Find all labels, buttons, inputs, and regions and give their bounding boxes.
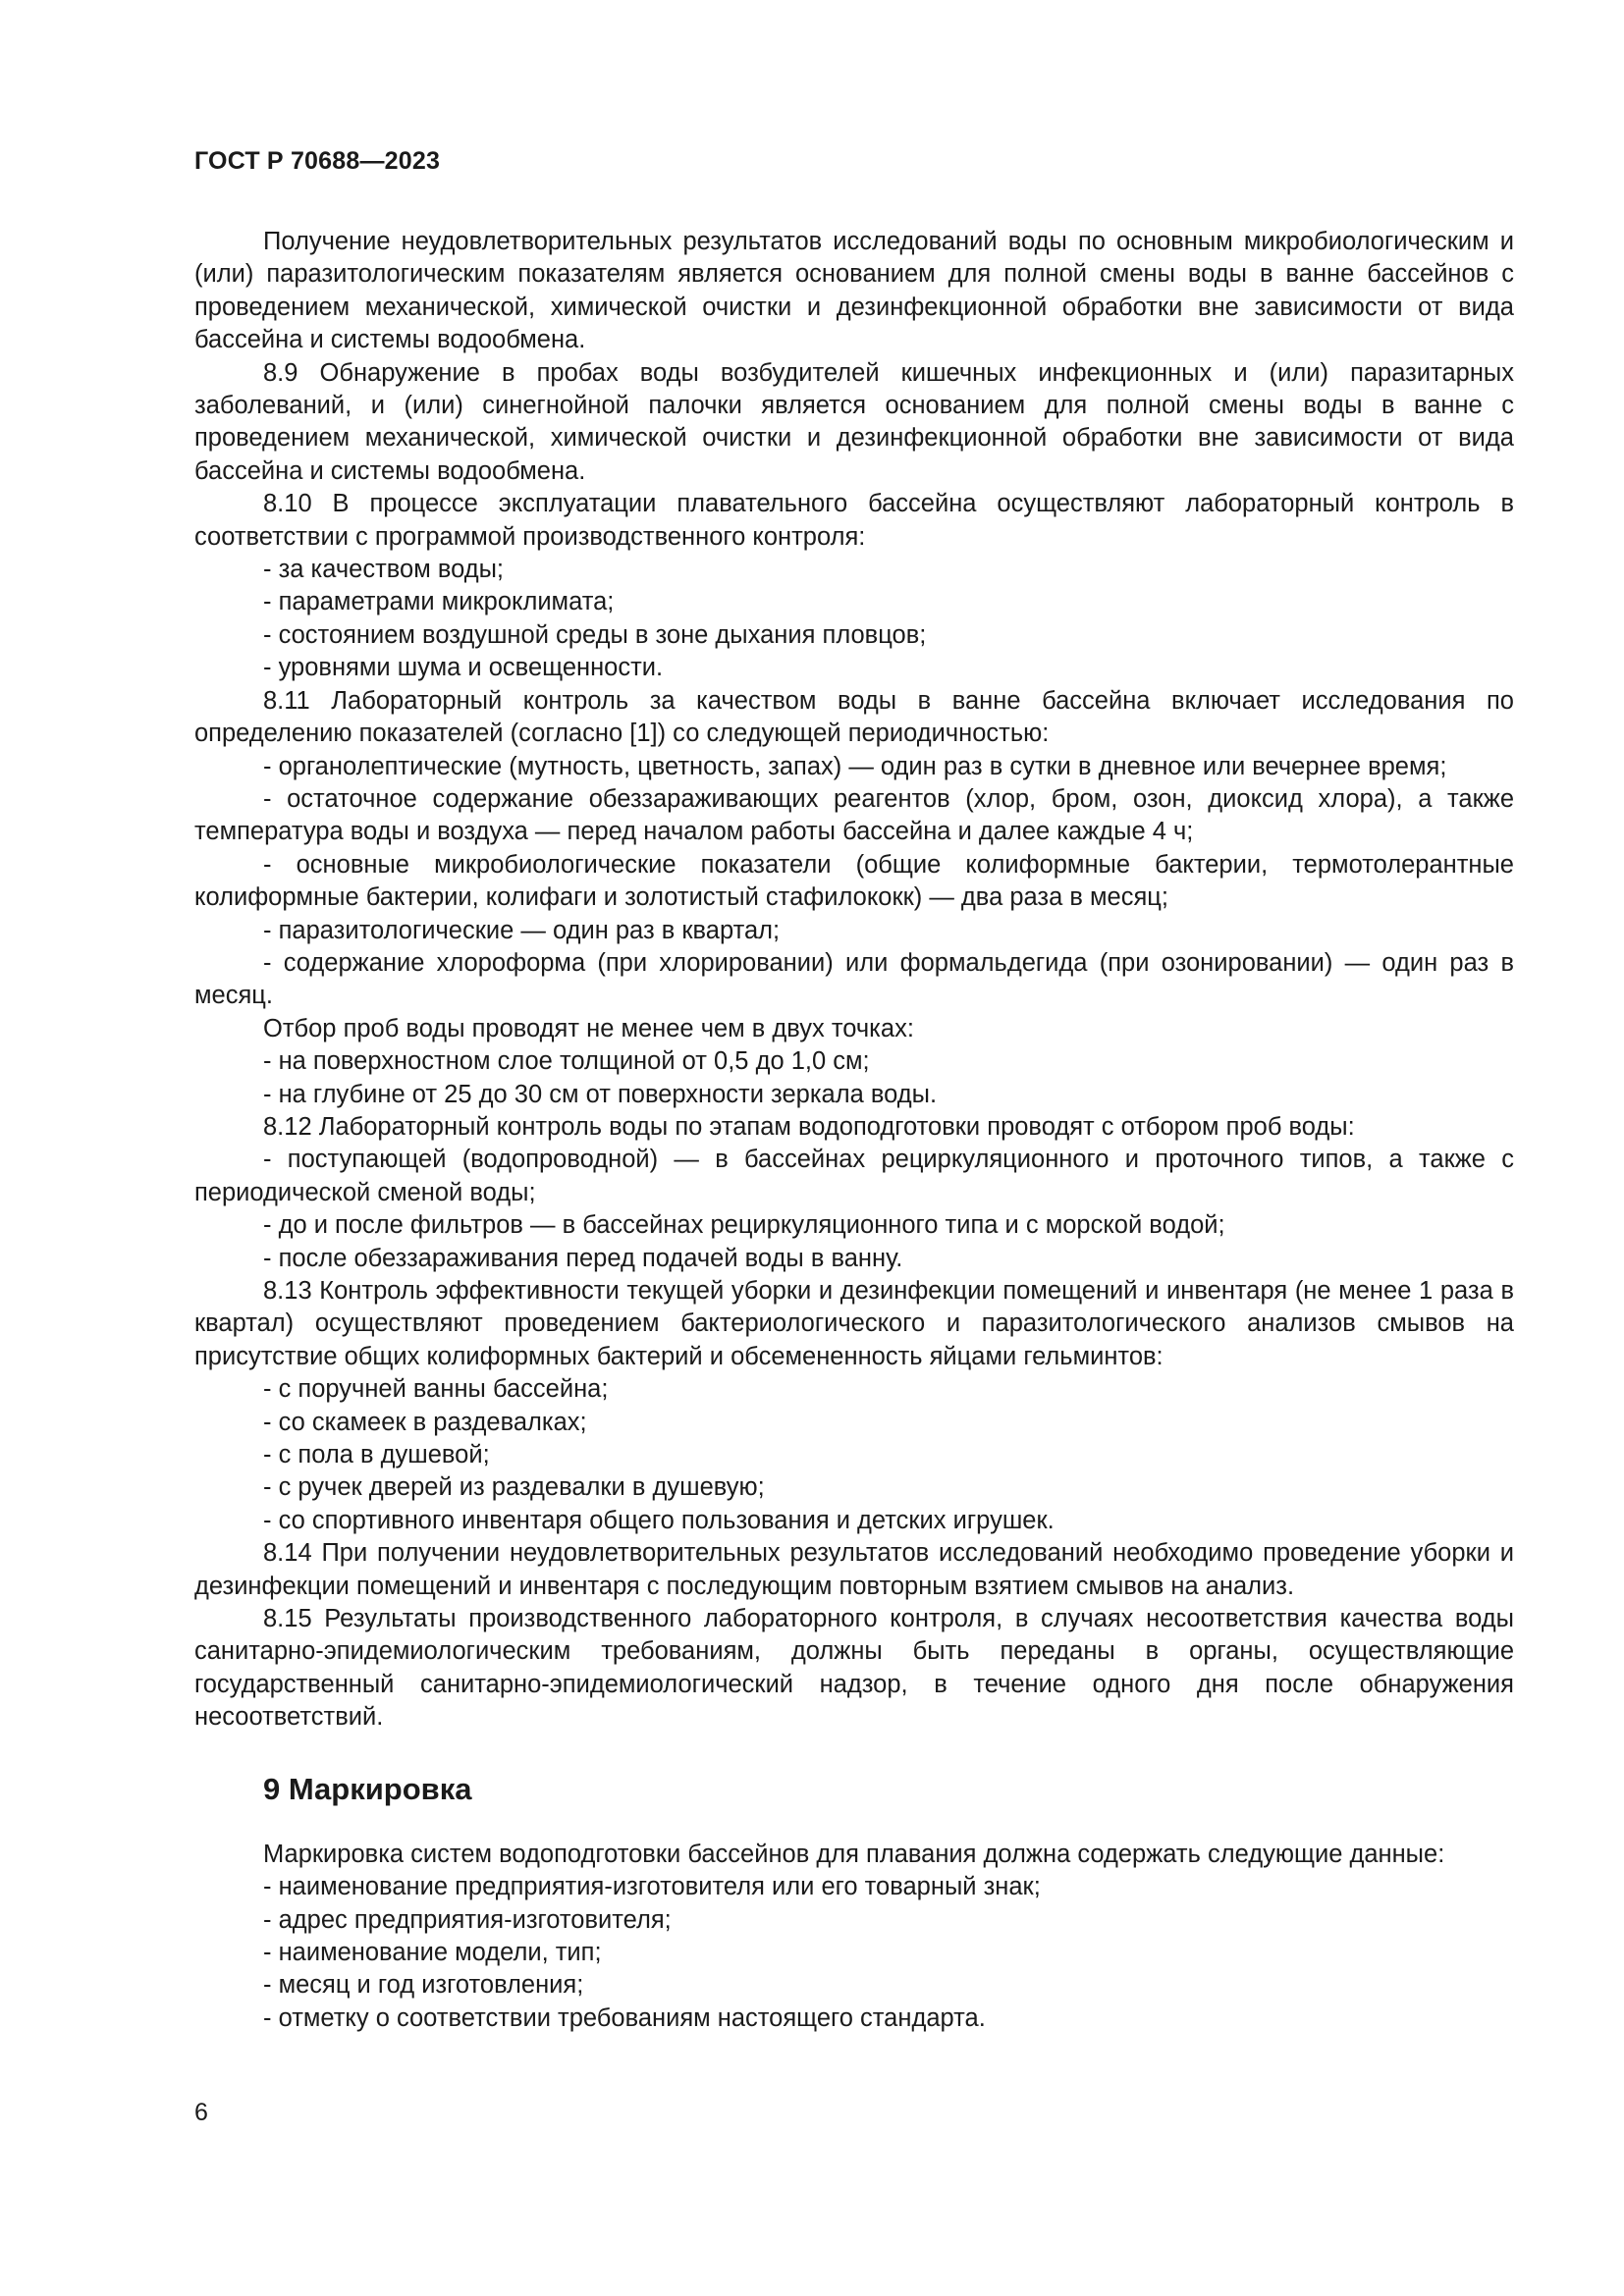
list-item: - органолептические (мутность, цветность, запах) — один раз в сутки в дневное или вечернее время;: [263, 752, 1447, 780]
paragraph: 8.11 Лабораторный контроль за качеством воды в ванне бассейна включает исследования по определению показателей (согласно [1]) со следующей периодичностью:: [194, 686, 1514, 748]
paragraph: Отбор проб воды проводят не менее чем в двух точках:: [263, 1014, 914, 1042]
list-item: - паразитологические — один раз в квартал;: [263, 916, 781, 944]
document-body: [194, 226, 1514, 2035]
list-item: - адрес предприятия-изготовителя;: [263, 1905, 672, 1934]
list-item: - содержание хлороформа (при хлорировании) или формальдегида (при озонировании) — один раз в месяц.: [194, 948, 1514, 1010]
section-8-body: [194, 226, 1514, 1735]
list-item: - с ручек дверей из раздевалки в душевую;: [263, 1473, 765, 1502]
paragraph: Маркировка систем водоподготовки бассейнов для плавания должна содержать следующие данные:: [263, 1840, 1445, 1868]
list-item: - остаточное содержание обеззараживающих реагентов (хлор, бром, озон, диоксид хлора), а также температура воды и воздуха — перед началом работы бассейна и далее каждые 4 ч;: [194, 784, 1514, 846]
list-item: - уровнями шума и освещенности.: [263, 654, 664, 682]
list-item: - с пола в душевой;: [263, 1441, 490, 1469]
list-item: - за качеством воды;: [263, 556, 505, 584]
list-item: - параметрами микроклимата;: [263, 588, 615, 616]
list-item: - наименование предприятия-изготовителя или его товарный знак;: [263, 1873, 1041, 1901]
list-item: - основные микробиологические показатели (общие колиформные бактерии, термотолерантные колиформные бактерии, колифаги и золотистый стафилококк) — два раза в месяц;: [194, 850, 1514, 912]
list-item: - со спортивного инвентаря общего пользования и детских игрушек.: [263, 1506, 1055, 1534]
list-item: - на глубине от 25 до 30 см от поверхности зеркала воды.: [263, 1080, 938, 1108]
list-item: - месяц и год изготовления;: [263, 1971, 584, 2000]
paragraph: 8.15 Результаты производственного лабораторного контроля, в случаях несоответствия качества воды санитарно-эпидемиологическим требованиям, должны быть переданы в органы, осуществляющие государственный санитарно-эпидемиологический надзор, в течение одного дня после обнаружения несоответствий.: [194, 1605, 1514, 1732]
list-item: - на поверхностном слое толщиной от 0,5 до 1,0 см;: [263, 1047, 870, 1076]
paragraph: 8.14 При получении неудовлетворительных результатов исследований необходимо проведение уборки и дезинфекции помещений и инвентаря с последующим повторным взятием смывов на анализ.: [194, 1539, 1514, 1600]
paragraph: 8.13 Контроль эффективности текущей уборки и дезинфекции помещений и инвентаря (не менее 1 раза в квартал) осуществляют проведением бактериологического и паразитологического анализов смывов на присутствие общих колиформных бактерий и обсемененность яйцами гельминтов:: [194, 1277, 1514, 1370]
page-number: 6: [194, 2099, 208, 2126]
paragraph: Получение неудовлетворительных результатов исследований воды по основным микробиологическим и (или) паразитологическим показателям является основанием для полной смены воды в ванне бассейнов с проведением механической, химической очистки и дезинфекционной обработки вне зависимости от вида бассейна и системы водообмена.: [194, 228, 1514, 354]
list-item: - до и после фильтров — в бассейнах рециркуляционного типа и с морской водой;: [263, 1211, 1225, 1240]
list-item: - после обеззараживания перед подачей воды в ванну.: [263, 1244, 903, 1272]
paragraph: 8.10 В процессе эксплуатации плавательного бассейна осуществляют лабораторный контроль в соответствии с программой производственного контроля:: [194, 490, 1514, 551]
paragraph: 8.9 Обнаружение в пробах воды возбудителей кишечных инфекционных и (или) паразитарных заболеваний, и (или) синегнойной палочки является основанием для полной смены воды в ванне с проведением механической, химической очистки и дезинфекционной обработки вне зависимости от вида бассейна и системы водообмена.: [194, 358, 1514, 485]
document-code-header: ГОСТ Р 70688—2023: [194, 147, 441, 175]
list-item: - с поручней ванны бассейна;: [263, 1375, 609, 1404]
list-item: - состоянием воздушной среды в зоне дыхания пловцов;: [263, 620, 927, 649]
section-9-body: [194, 1839, 1514, 2035]
list-item: - отметку о соответствии требованиям настоящего стандарта.: [263, 2003, 986, 2032]
list-item: - наименование модели, тип;: [263, 1938, 602, 1966]
paragraph: 8.12 Лабораторный контроль воды по этапам водоподготовки проводят с отбором проб воды:: [263, 1112, 1355, 1141]
list-item: - поступающей (водопроводной) — в бассейнах рециркуляционного и проточного типов, а также с периодической сменой воды;: [194, 1146, 1514, 1206]
section-9-heading: 9 Маркировка: [263, 1771, 472, 1806]
list-item: - со скамеек в раздевалках;: [263, 1408, 587, 1436]
